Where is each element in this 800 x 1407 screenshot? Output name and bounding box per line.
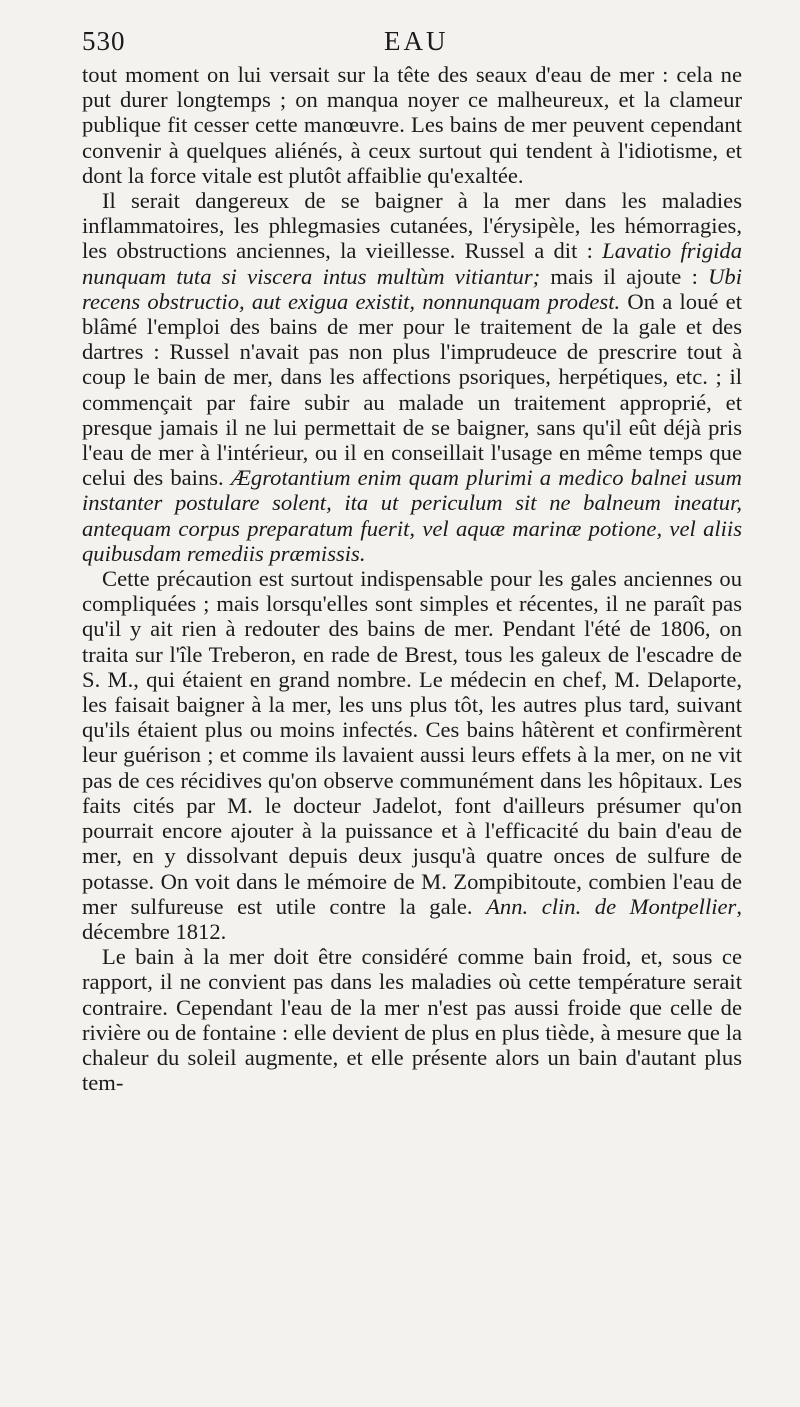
page-number: 530 [82,26,126,56]
text-segment: Il serait dangereux de se baigner à la mer dans les maladies inflammatoires, les phlegmasies cutanées, l'érysipèle, les hémorragies, les obstructions anciennes, la vieillesse. Russel a dit : [82,188,742,264]
text-segment: mais il ajoute : [540,263,709,289]
text-segment: Le bain à la mer doit être considéré comme bain froid, et, sous ce rapport, il ne convient pas dans les maladies où cette température serait contraire. Cependant l'eau de la mer n'est pas aussi froide que celle de rivière ou de fontaine : elle devient de plus en plus tiède, à mesure que la chaleur du soleil augmente, et elle présente alors un bain d'autant plus tem- [82,944,742,1096]
paragraph-3 [82,566,742,944]
paragraph-4 [82,944,742,1095]
text-segment: , décembre 1812. [82,893,742,944]
text-segment: On a loué et blâmé l'emploi des bains de mer pour le traitement de la gale et des dartres : Russel n'avait pas non plus l'imprudeuce de prescrire tout à coup le bain de mer, dans les affections psoriques, herpétiques, etc. ; il commençait par faire subir au malade un traitement approprié, et presque jamais il ne lui permettait de se baigner, sans qu'il eût déjà pris l'eau de mer à l'intérieur, ou il en conseillait l'usage en même temps que celui des bains. [82,288,742,491]
citation-title: Ann. clin. de Montpellier [486,893,737,919]
text-segment: tout moment on lui versait sur la tête des seaux d'eau de mer : cela ne put durer longtemps ; on manqua noyer ce malheureux, et la clameur publique fit cesser cette manœuvre. Les bains de mer peuvent cependant convenir à quelques aliénés, à ceux surtout qui tendent à l'idiotisme, et dont la force vitale est plutôt affaiblie qu'exaltée. [82,62,742,188]
text-segment: Cette précaution est surtout indispensable pour les gales anciennes ou compliquées ; mais lorsqu'elles sont simples et récentes, il ne paraît pas qu'il y ait rien à redouter des bains de mer. Pendant l'été de 1806, on traita sur l'île Treberon, en rade de Brest, tous les galeux de l'escadre de S. M., qui étaient en grand nombre. Le médecin en chef, M. Delaporte, les faisait baigner à la mer, les uns plus tôt, les autres plus tard, suivant qu'ils étaient plus ou moins infectés. Ces bains hâtèrent et confirmèrent leur guérison ; et comme ils lavaient aussi leurs effets à la mer, on ne vit pas de ces récidives qu'on observe communément dans les hôpitaux. Les faits cités par M. le docteur Jadelot, font d'ailleurs présumer qu'on pourrait encore ajouter à la puissance et à l'efficacité du bain d'eau de mer, en y dissolvant depuis deux jusqu'à quatre onces de sulfure de potasse. On voit dans le mémoire de M. Zompibitoute, combien l'eau de mer sulfureuse est utile contre la gale. [82,566,742,919]
latin-quote: Ægrotantium enim quam plurimi a medico balnei usum instanter postulare solent, ita ut periculum sit ne balneum ineatur, antequam corpus preparatum fuerit, vel aquæ marinæ potione, vel aliis quibusdam remediis præmissis. [82,465,743,566]
paragraph-2 [82,188,742,566]
paragraph-1 [82,62,742,188]
latin-quote: Ubi recens obstructio, aut exigua existit, nonnunquam prodest. [82,263,742,314]
body-text [82,62,742,1095]
page-header [82,20,742,62]
running-title: EAU [384,26,449,56]
book-page [82,20,742,1095]
latin-quote: Lavatio frigida nunquam tuta si viscera intus multùm vitiantur; [82,238,742,289]
